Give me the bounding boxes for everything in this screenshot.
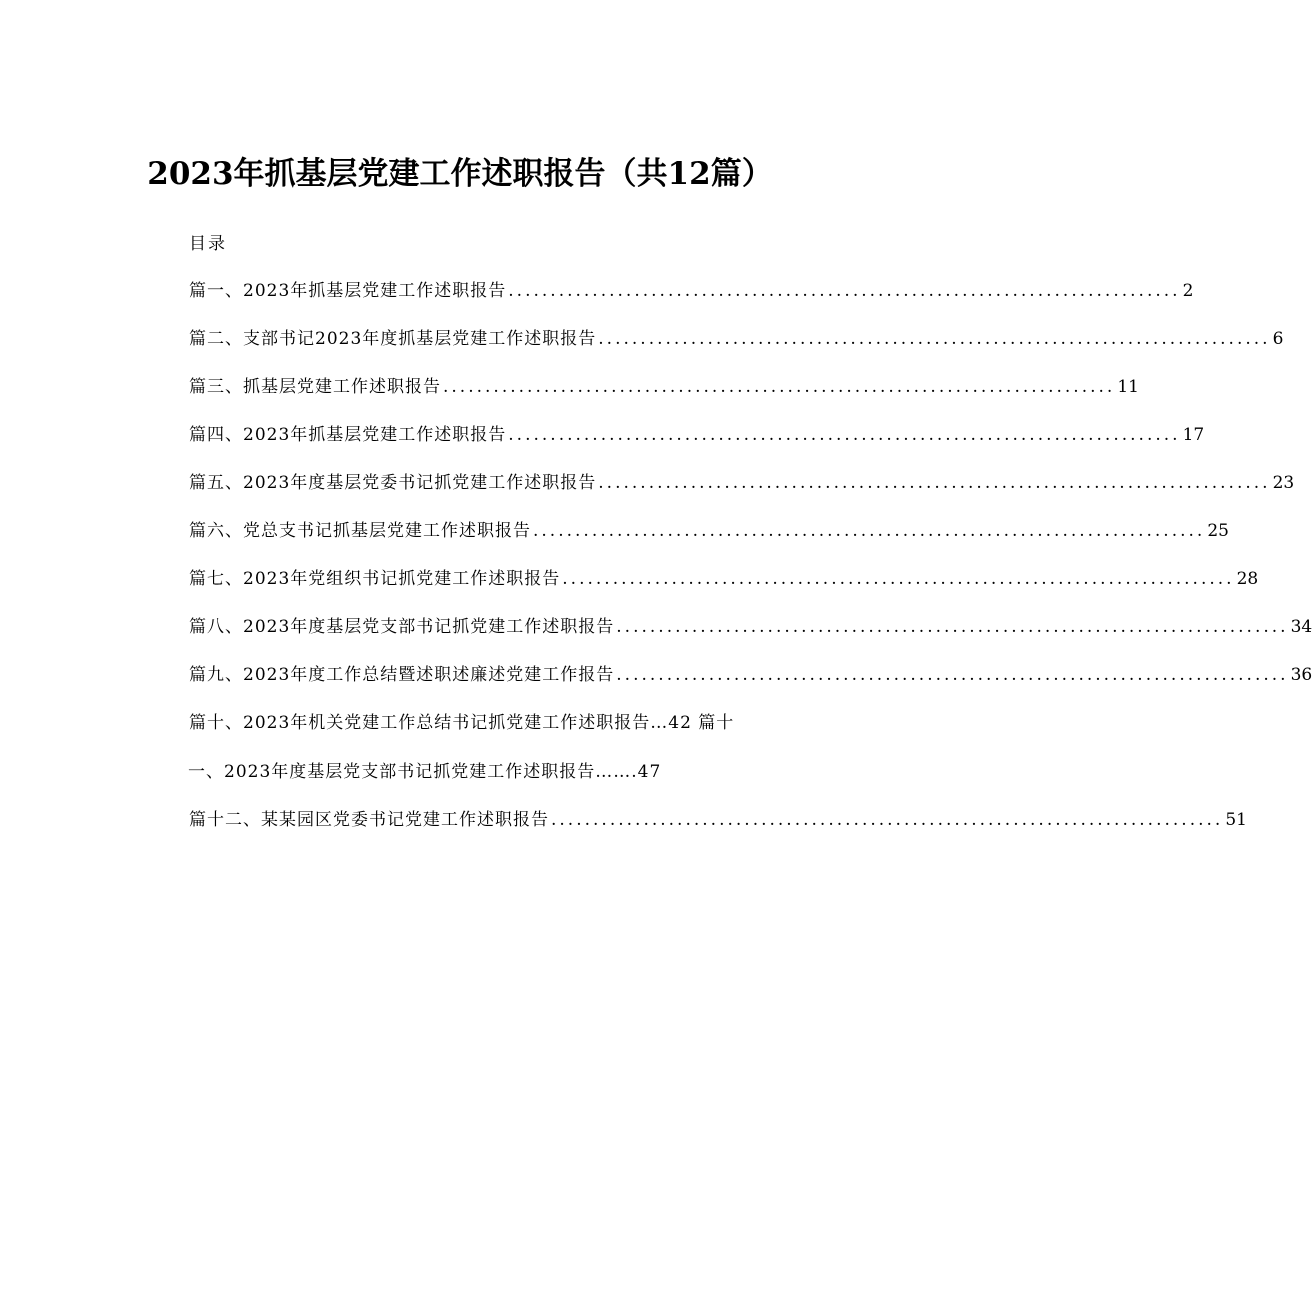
toc-heading: 目录 [189,234,227,254]
toc-entry-page: 23 [1272,473,1295,493]
toc-entry-label: 篇六、党总支书记抓基层党建工作述职报告 [189,521,531,541]
document-title: 2023年抓基层党建工作述职报告（共12篇） [147,156,773,192]
toc-entry-page: 25 [1207,521,1229,541]
toc-entry-page: 2 [1182,281,1194,301]
toc-entry[interactable] [189,468,1295,494]
toc-entry[interactable] [189,276,1194,302]
toc-entry-page: 6 [1272,329,1284,349]
toc-entry-page: 34 [1290,617,1312,637]
toc-entry-page: 11 [1117,377,1139,397]
toc-entry-page: 28 [1236,569,1259,589]
dot-leader: ................................................................................ [551,810,1224,830]
dot-leader: ................................................................................ [598,329,1271,349]
toc-entry-wrapped-line[interactable]: 一、2023年度基层党支部书记抓党建工作述职报告…….47 [188,762,662,782]
toc-entry[interactable] [189,372,1139,398]
toc-entry-label: 篇七、2023年党组织书记抓党建工作述职报告 [189,569,561,589]
toc-entry[interactable] [189,324,1284,350]
toc-entry[interactable] [189,564,1259,590]
toc-entry-label: 篇十二、某某园区党委书记党建工作述职报告 [189,810,549,830]
toc-entry-label: 篇五、2023年度基层党委书记抓党建工作述职报告 [189,473,597,493]
toc-entry[interactable] [189,516,1229,542]
toc-entry[interactable] [189,805,1247,831]
toc-entry-label: 篇四、2023年抓基层党建工作述职报告 [189,425,507,445]
toc-entry-page: 51 [1225,810,1247,830]
toc-entry[interactable] [189,420,1205,446]
dot-leader: ................................................................................ [616,617,1289,637]
dot-leader: ................................................................................ [562,569,1235,589]
dot-leader: ................................................................................ [533,521,1206,541]
toc-entry-label: 篇三、抓基层党建工作述职报告 [189,377,441,397]
dot-leader: ................................................................................ [443,377,1116,397]
toc-entry-label: 篇八、2023年度基层党支部书记抓党建工作述职报告 [189,617,615,637]
dot-leader: ................................................................................ [616,665,1289,685]
dot-leader: ................................................................................ [508,281,1181,301]
toc-entry-wrapped-line[interactable]: 篇十、2023年机关党建工作总结书记抓党建工作述职报告…42 篇十 [189,713,735,733]
toc-entry-page: 36 [1290,665,1312,685]
dot-leader: ................................................................................ [508,425,1181,445]
dot-leader: ................................................................................ [598,473,1271,493]
toc-entry-label: 篇九、2023年度工作总结暨述职述廉述党建工作报告 [189,665,615,685]
toc-entry-page: 17 [1182,425,1205,445]
toc-entry[interactable] [189,612,1312,638]
toc-entry-label: 篇一、2023年抓基层党建工作述职报告 [189,281,507,301]
toc-entry-label: 篇二、支部书记2023年度抓基层党建工作述职报告 [189,329,597,349]
toc-entry[interactable] [189,660,1312,686]
